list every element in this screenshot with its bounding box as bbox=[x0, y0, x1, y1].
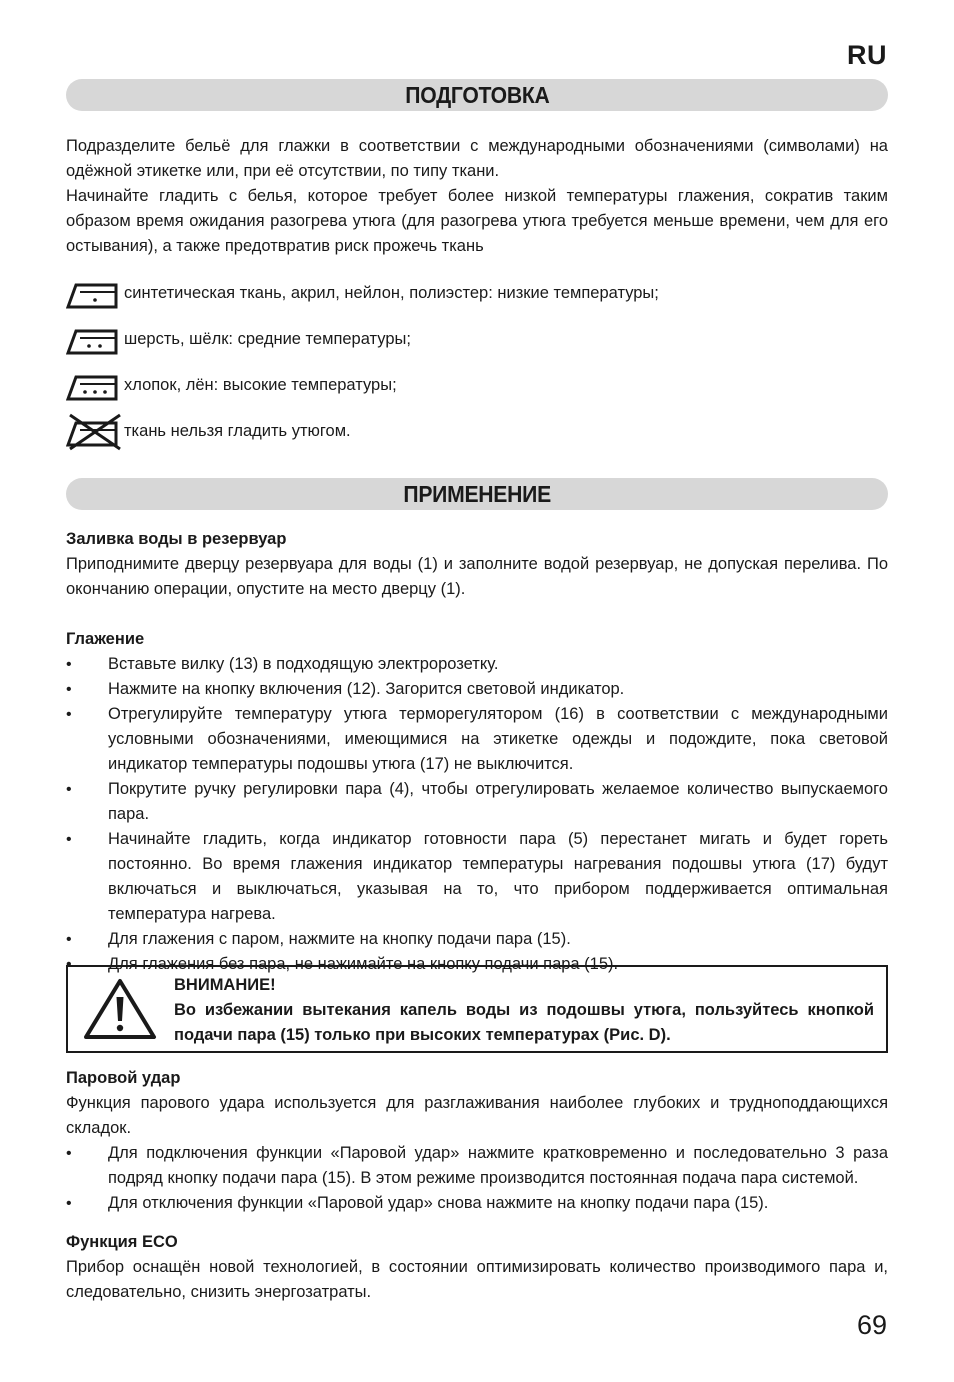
list-item: • Для подключения функции «Паровой удар» нажмите кратковременно и последовательно 3 раза подряд кнопку подачи пара (15). В этом режиме производится постоянная подача пара системой. bbox=[66, 1141, 888, 1191]
ironing-steps-list bbox=[66, 652, 888, 977]
section-header-preparation bbox=[66, 79, 888, 111]
paragraph: Подразделите бельё для глажки в соответствии с международными обозначениями (символами) на одёжной этикетке или, при её отсутствии, по типу ткани. bbox=[66, 137, 888, 180]
warning-triangle-icon bbox=[82, 977, 158, 1041]
subsection-heading: Заливка воды в резервуар bbox=[66, 530, 287, 548]
iron-crossed-icon bbox=[66, 411, 122, 451]
warning-box bbox=[66, 965, 888, 1053]
list-item: • Покрутите ручку регулировки пара (4), чтобы отрегулировать желаемое количество выпускаемого пара. bbox=[66, 777, 888, 827]
list-item: • Нажмите на кнопку включения (12). Загорится световой индикатор. bbox=[66, 677, 888, 702]
eco-section bbox=[66, 1230, 888, 1305]
steam-shot-section bbox=[66, 1066, 888, 1216]
paragraph: Начинайте гладить с белья, которое требует более низкой температуры глажения, сократив таким образом время ожидания разогрева утюга (для разогрева утюга требуется меньше времени, чем для его остывания), а также предотвратив риск прожечь ткань bbox=[66, 187, 888, 255]
symbol-row-high bbox=[66, 365, 397, 405]
list-item: • Начинайте гладить, когда индикатор готовности пара (5) перестанет мигать и будет гореть постоянно. Во время глажения индикатор температуры нагревания подошвы утюга (17) будут включаться и выключаться, указывая на то, что прибором поддерживается оптимальная температура нагрева. bbox=[66, 827, 888, 927]
symbol-label: ткань нельзя гладить утюгом. bbox=[124, 421, 351, 440]
iron-three-dots-icon bbox=[66, 365, 122, 405]
fill-water-section bbox=[66, 527, 888, 602]
list-item: • Для глажения без пара, не нажимайте на кнопку подачи пара (15). bbox=[66, 952, 888, 977]
symbol-row-medium bbox=[66, 319, 411, 359]
list-item: • Вставьте вилку (13) в подходящую электророзетку. bbox=[66, 652, 888, 677]
paragraph: Приподнимите дверцу резервуара для воды (1) и заполните водой резервуар, не допуская перелива. По окончанию операции, опустите на место дверцу (1). bbox=[66, 555, 888, 598]
paragraph: Функция парового удара используется для разглаживания наиболее глубоких и трудноподдающихся складок. bbox=[66, 1094, 888, 1137]
list-item: • Для глажения с паром, нажмите на кнопку подачи пара (15). bbox=[66, 927, 888, 952]
subsection-heading: Паровой удар bbox=[66, 1069, 181, 1087]
iron-one-dot-icon bbox=[66, 273, 122, 313]
list-item: • Для отключения функции «Паровой удар» снова нажмите на кнопку подачи пара (15). bbox=[66, 1191, 888, 1216]
section-title: ПОДГОТОВКА bbox=[404, 81, 550, 108]
steam-shot-list bbox=[66, 1141, 888, 1216]
symbol-label: шерсть, шёлк: средние температуры; bbox=[124, 329, 411, 348]
warning-text bbox=[174, 973, 874, 1048]
warning-title: ВНИМАНИЕ! bbox=[174, 976, 276, 994]
symbol-row-low bbox=[66, 273, 659, 313]
paragraph: Прибор оснащён новой технологией, в состоянии оптимизировать количество производимого пара и, следовательно, снизить энергозатраты. bbox=[66, 1258, 888, 1301]
warning-body: Во избежании вытекания капель воды из подошвы утюга, пользуйтесь кнопкой подачи пара (15) только при высоких температурах (Рис. D). bbox=[174, 1001, 874, 1044]
iron-two-dots-icon bbox=[66, 319, 122, 359]
language-code: RU bbox=[847, 40, 887, 70]
ironing-section bbox=[66, 627, 888, 977]
symbol-label: хлопок, лён: высокие температуры; bbox=[124, 375, 397, 394]
subsection-heading: Функция ECO bbox=[66, 1233, 178, 1251]
subsection-heading: Глажение bbox=[66, 630, 145, 648]
section-header-usage bbox=[66, 478, 888, 510]
section-title: ПРИМЕНЕНИЕ bbox=[403, 480, 551, 507]
list-item: • Отрегулируйте температуру утюга терморегулятором (16) в соответствии с международными условными обозначениями, имеющимися на этикетке одежды и подождите, пока световой индикатор температуры подошвы утюга (17) не выключится. bbox=[66, 702, 888, 777]
preparation-text bbox=[66, 134, 888, 259]
symbol-row-no-ironing bbox=[66, 411, 351, 451]
symbol-label: синтетическая ткань, акрил, нейлон, полиэстер: низкие температуры; bbox=[124, 283, 659, 302]
page-number: 69 bbox=[856, 1310, 887, 1340]
